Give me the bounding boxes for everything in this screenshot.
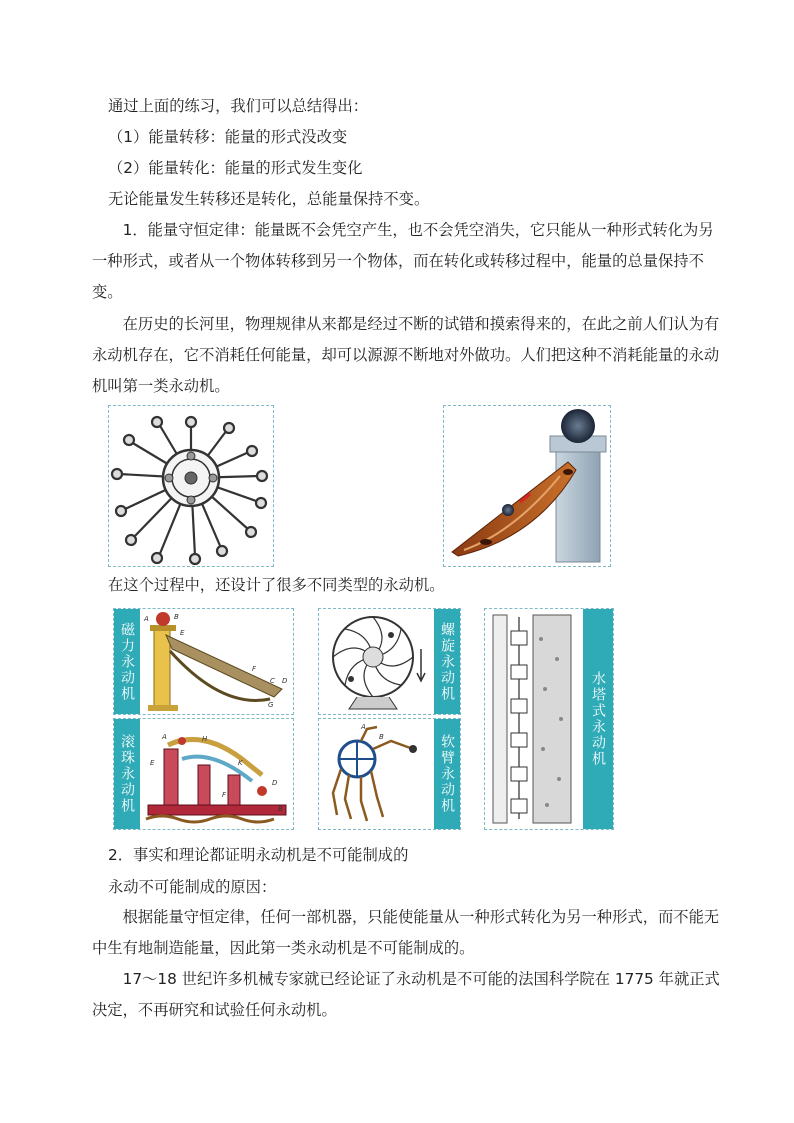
- hammer-wheel-figure: [108, 405, 274, 567]
- hammer-wheel-drawing: [109, 406, 273, 566]
- letter-c: C: [270, 677, 275, 685]
- letter-d: D: [282, 677, 288, 685]
- soft-arm-machine-card: [318, 718, 461, 830]
- water-tower-machine-card: [484, 608, 614, 830]
- soft-arm-machine-drawing: [321, 719, 431, 829]
- letter-a: A: [361, 723, 366, 731]
- spiral-machine-card: [318, 608, 461, 715]
- item-energy-transfer: （1）能量转移：能量的形式没改变: [108, 128, 348, 146]
- reason-title: 永动不可能制成的原因：: [108, 878, 277, 896]
- conclusion: 无论能量发生转移还是转化，总能量保持不变。: [108, 190, 430, 208]
- magnetic-machine-card: [113, 608, 294, 715]
- rolling-ball-machine-drawing: [142, 719, 292, 829]
- letter-g: G: [268, 701, 274, 709]
- letter-e: E: [150, 759, 155, 767]
- item-energy-conversion: （2）能量转化：能量的形式发生变化: [108, 159, 363, 177]
- magnet-ramp-figure: [443, 405, 611, 567]
- academy-paragraph: 17～18 世纪许多机械专家就已经论证了永动机是不可能的法国科学院在 1775 年就正式决定，不再研究和试验任何永动机。: [92, 970, 720, 1019]
- summary-intro: 通过上面的练习，我们可以总结得出：: [108, 97, 369, 115]
- water-tower-machine-drawing: [485, 609, 585, 829]
- letter-a: A: [162, 733, 167, 741]
- spiral-machine-drawing: [321, 609, 431, 714]
- letter-b: B: [278, 805, 283, 813]
- letter-b: B: [174, 613, 179, 621]
- letter-k: K: [238, 759, 243, 767]
- section-heading-2: 2．事实和理论都证明永动机是不可能制成的: [108, 846, 409, 864]
- rolling-ball-machine-card: [113, 718, 294, 830]
- history-paragraph: 在历史的长河里，物理规律从来都是经过不断的试错和摸索得来的，在此之前人们认为有永动机存在，它不消耗任何能量，却可以源源不断地对外做功。人们把这种不消耗能量的永动机叫第一类永动机。: [92, 315, 720, 395]
- designs-sentence: 在这个过程中，还设计了很多不同类型的永动机。: [108, 576, 445, 594]
- magnetic-machine-drawing: [142, 609, 292, 714]
- letter-d: D: [272, 779, 278, 787]
- rolling-ball-machine-label: 滚珠永动机: [114, 719, 140, 829]
- letter-h: H: [202, 735, 208, 743]
- water-tower-machine-label: 水塔式永动机: [583, 609, 613, 829]
- letter-b: B: [379, 733, 384, 741]
- letter-f: F: [252, 665, 257, 673]
- reason-paragraph: 根据能量守恒定律，任何一部机器，只能使能量从一种形式转化为另一种形式，而不能无中生有地制造能量，因此第一类永动机是不可能制成的。: [92, 908, 720, 957]
- soft-arm-machine-label: 软臂永动机: [434, 719, 460, 829]
- letter-a: A: [144, 615, 149, 623]
- law-paragraph: 1．能量守恒定律：能量既不会凭空产生，也不会凭空消失，它只能从一种形式转化为另一种形式，或者从一个物体转移到另一个物体，而在转化或转移过程中，能量的总量保持不变。: [92, 221, 714, 301]
- letter-e: E: [180, 629, 185, 637]
- magnet-ramp-drawing: [444, 406, 610, 566]
- spiral-machine-label: 螺旋永动机: [434, 609, 460, 714]
- magnetic-machine-label: 磁力永动机: [114, 609, 140, 714]
- letter-f: F: [222, 791, 227, 799]
